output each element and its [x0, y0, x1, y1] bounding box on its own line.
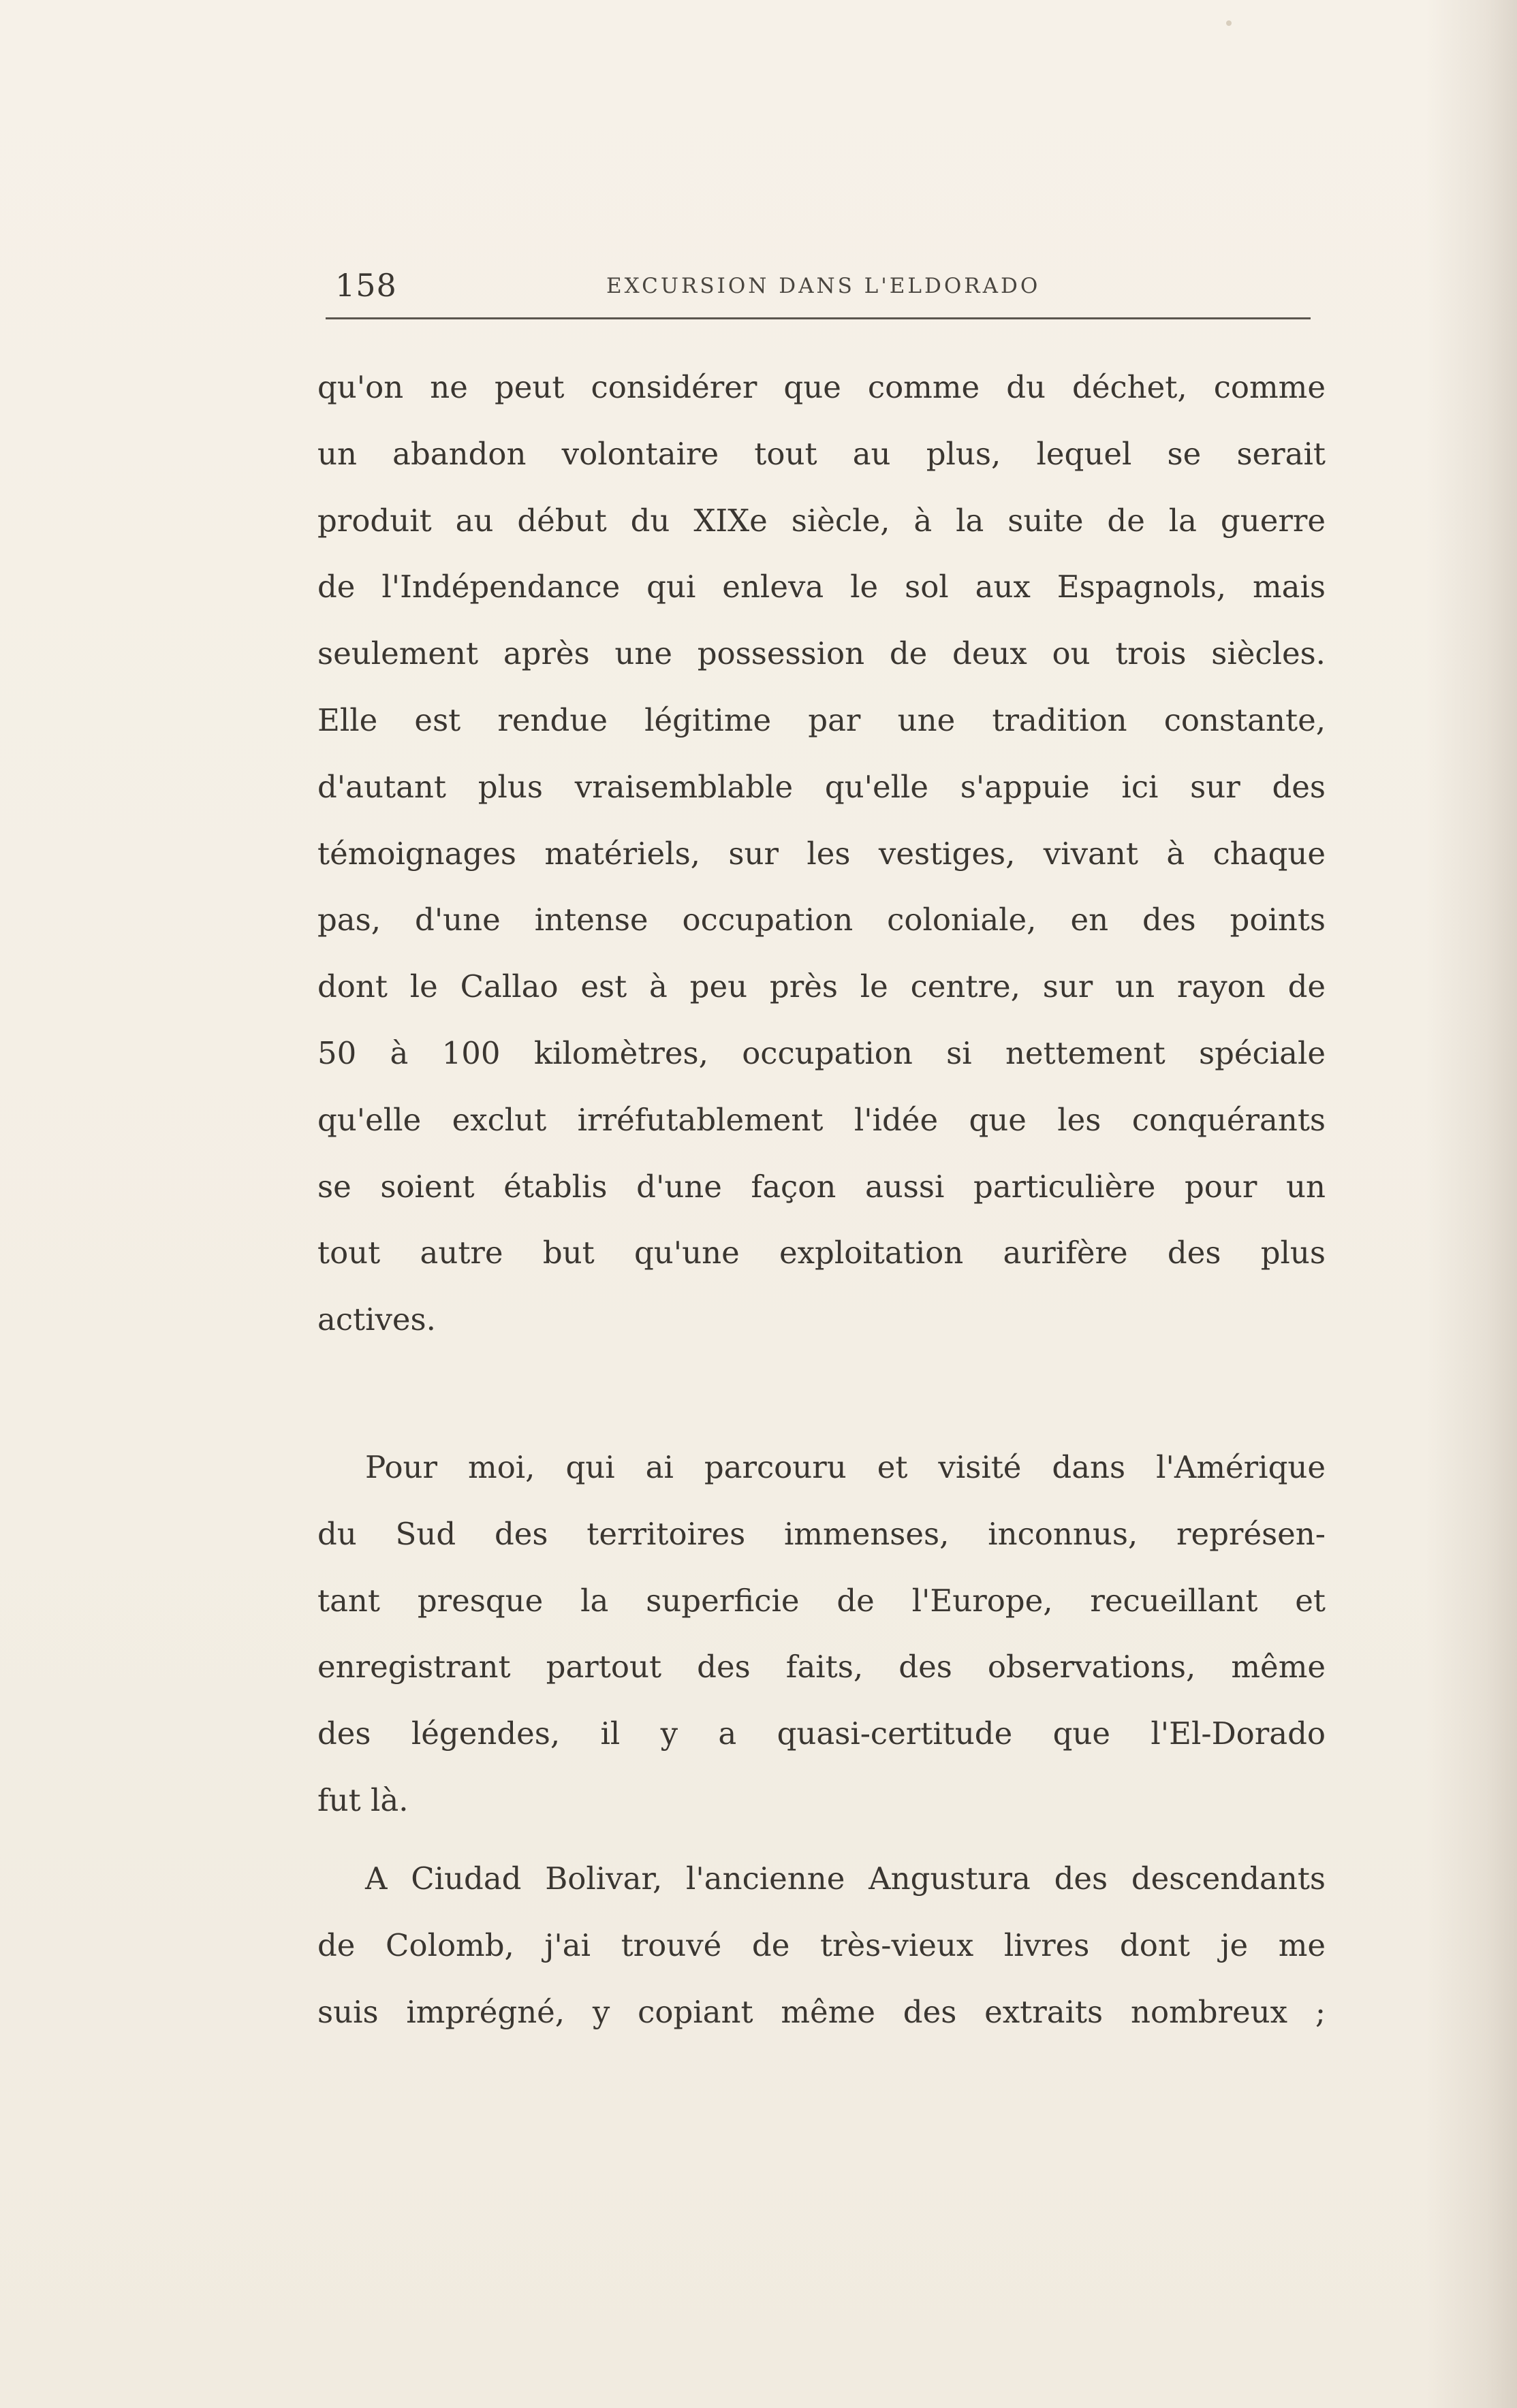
text-line: Pour moi, qui ai parcouru et visité dans l'Amérique — [365, 1449, 1326, 1485]
text-line: fut là. — [317, 1781, 409, 1818]
paper-stain — [1226, 20, 1232, 26]
text-line: de Colomb, j'ai trouvé de très-vieux livres dont je me — [317, 1927, 1326, 1963]
text-line: de l'Indépendance qui enleva le sol aux Espagnols, mais — [317, 569, 1326, 605]
text-line: tout autre but qu'une exploitation aurifère des plus — [317, 1235, 1326, 1271]
paragraph-1 — [317, 354, 1326, 1353]
text-line: se soient établis d'une façon aussi particulière pour un — [317, 1168, 1326, 1205]
text-line: seulement après une possession de deux ou trois siècles. — [317, 635, 1326, 672]
text-line: d'autant plus vraisemblable qu'elle s'appuie ici sur des — [317, 768, 1326, 805]
text-line: suis imprégné, y copiant même des extraits nombreux ; — [317, 1993, 1326, 2030]
text-line: dont le Callao est à peu près le centre, sur un rayon de — [317, 968, 1326, 1005]
header-rule — [326, 317, 1311, 319]
text-line: qu'on ne peut considérer que comme du déchet, comme — [317, 369, 1326, 405]
text-line: 50 à 100 kilomètres, occupation si nettement spéciale — [317, 1034, 1326, 1071]
text-line: produit au début du XIXe siècle, à la suite de la guerre — [317, 502, 1326, 539]
text-line: actives. — [317, 1301, 436, 1338]
text-line: enregistrant partout des faits, des observations, même — [317, 1649, 1326, 1685]
text-line: pas, d'une intense occupation coloniale, en des points — [317, 902, 1326, 938]
text-line: qu'elle exclut irréfutablement l'idée que les conquérants — [317, 1101, 1326, 1138]
page-header — [326, 267, 1311, 315]
text-line: du Sud des territoires immenses, inconnus, représen- — [317, 1515, 1326, 1552]
paragraph-2 — [317, 1434, 1326, 1834]
paragraph-3 — [317, 1845, 1326, 2045]
running-title: EXCURSION DANS L'ELDORADO — [606, 274, 1041, 298]
text-line: témoignages matériels, sur les vestiges, vivant à chaque — [317, 835, 1326, 872]
text-line: tant presque la superficie de l'Europe, recueillant et — [317, 1582, 1326, 1619]
text-line: A Ciudad Bolivar, l'ancienne Angustura des descendants — [365, 1860, 1326, 1897]
text-line: des légendes, il y a quasi-certitude que l'El-Dorado — [317, 1715, 1326, 1752]
text-line: Elle est rendue légitime par une tradition constante, — [317, 701, 1326, 738]
text-line: un abandon volontaire tout au plus, lequel se serait — [317, 435, 1326, 472]
page-number: 158 — [335, 267, 397, 304]
